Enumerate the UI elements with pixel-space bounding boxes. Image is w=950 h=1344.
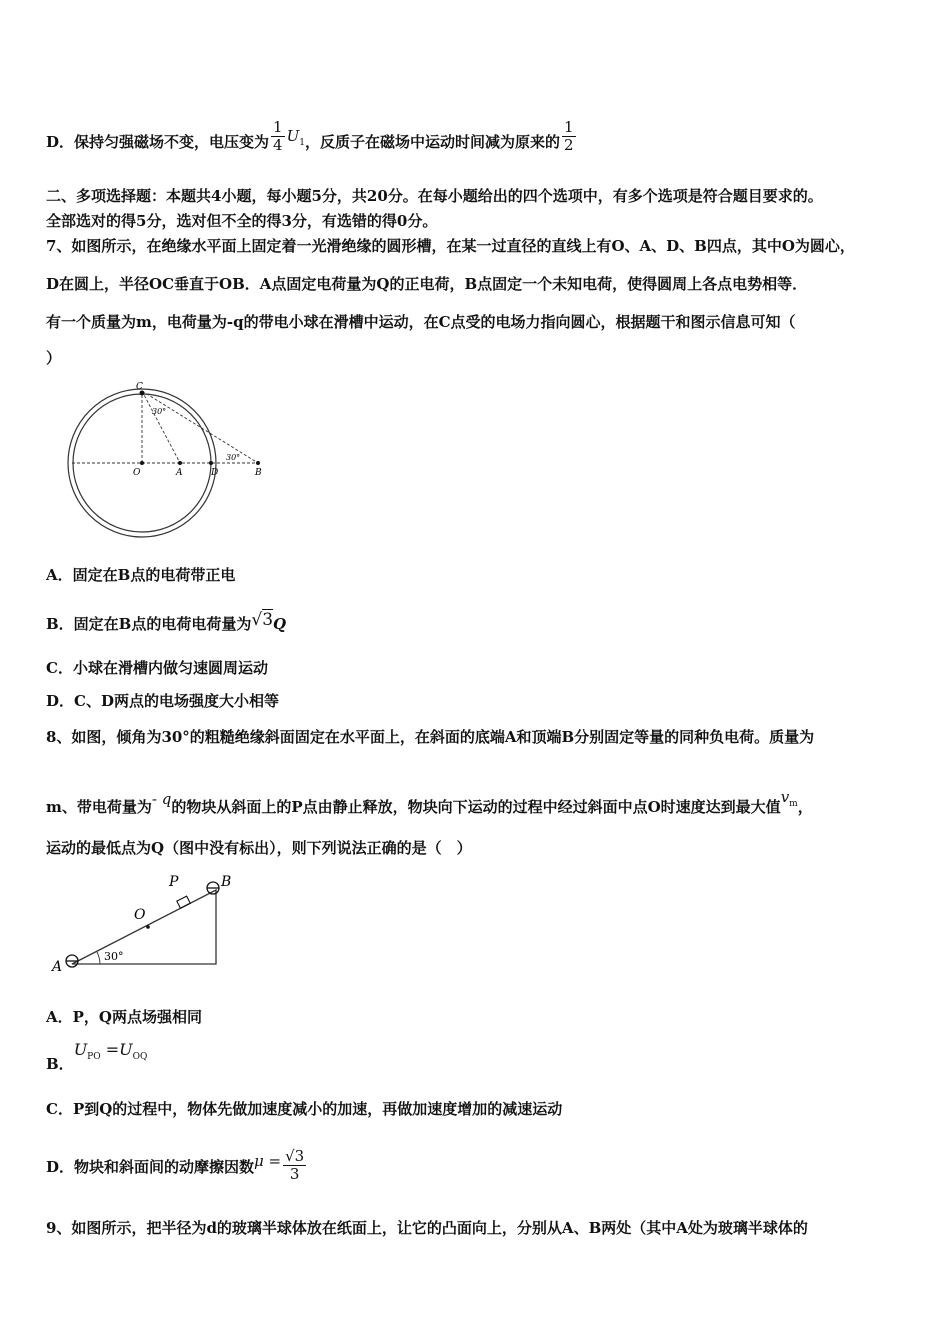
- q7-option-a: A．固定在B点的电荷带正电: [46, 566, 236, 584]
- q7-option-b-prefix: B．固定在B点的电荷电荷量为: [46, 615, 252, 633]
- q8-option-a: A．P，Q两点场强相同: [46, 1008, 202, 1026]
- label-a: A: [176, 468, 183, 478]
- q8-option-d: [46, 1136, 308, 1186]
- label-p: P: [169, 874, 179, 890]
- fraction-denominator: 2: [563, 135, 574, 154]
- block-p: [177, 896, 190, 908]
- sqrt-symbol: √3: [251, 610, 274, 630]
- q7-option-c: C．小球在滑槽内做匀速圆周运动: [46, 659, 268, 677]
- q6-option-d-mid: ，反质子在磁场中运动时间减为原来的: [304, 133, 560, 151]
- fraction-sqrt3-over-3: [283, 1148, 306, 1183]
- charge-symbol: - q: [151, 790, 172, 808]
- fraction-denominator: 4: [273, 135, 283, 154]
- comma: ，: [797, 798, 813, 816]
- fraction-numerator: 1: [563, 117, 574, 136]
- angle-label-b: 30°: [226, 453, 241, 462]
- point-d: [209, 461, 213, 465]
- q8-stem-line1: 8、如图，倾角为30°的粗糙绝缘斜面固定在水平面上，在斜面的底端A和顶端B分别固定等量的同种负电荷。质量为: [46, 728, 815, 746]
- section2-line1: 二、多项选择题：本题共4小题，每小题5分，共20分。在每小题给出的四个选项中，有多个选项是符合题目要求的。: [46, 187, 823, 205]
- label-b: B: [221, 874, 232, 890]
- q8-stem-line2-mid: 的物块从斜面上的P点由静止释放，物块向下运动的过程中经过斜面中点O时速度达到最大值: [171, 798, 781, 816]
- fraction-numerator: 1: [273, 117, 283, 136]
- label-o: O: [133, 468, 141, 478]
- q8-option-c: C．P到Q的过程中，物体先做加速度减小的加速，再做加速度增加的减速运动: [46, 1100, 563, 1118]
- q7-stem-line3: 有一个质量为m，电荷量为-q的带电小球在滑槽中运动，在C点受的电场力指向圆心，根据题干和图示信息可知（: [46, 313, 796, 331]
- q9-stem-line1: 9、如图所示，把半径为d的玻璃半球体放在纸面上，让它的凸面向上，分别从A、B两处（其中A处为玻璃半球体的: [46, 1219, 808, 1237]
- angle-label-c: 30°: [152, 407, 167, 416]
- q8-stem-line2-prefix: m、带电荷量为: [46, 798, 152, 816]
- line-cb: [142, 391, 258, 463]
- voltage-symbol: $U_1$: [286, 127, 305, 148]
- label-c: C: [136, 382, 143, 392]
- point-a: [178, 461, 182, 465]
- q8-stem-line2: [46, 780, 813, 814]
- label-a: A: [52, 959, 63, 975]
- q8-option-d-prefix: D．物块和斜面间的动摩擦因数: [46, 1158, 255, 1176]
- q8-option-b-label: B．: [46, 1055, 74, 1073]
- q7-stem-line4: ）: [46, 349, 62, 367]
- mu-symbol: μ =: [254, 1152, 282, 1170]
- fraction-one-fourth: [271, 119, 285, 154]
- point-o: [140, 461, 144, 465]
- q7-circle-figure: [60, 378, 280, 538]
- section2-line2: 全部选对的得5分，选对但不全的得3分，有选错的得0分。: [46, 212, 438, 230]
- point-b: [256, 461, 260, 465]
- label-d: D: [211, 468, 219, 478]
- point-o: [146, 925, 150, 929]
- q6-option-d-prefix: D．保持匀强磁场不变，电压变为: [46, 133, 270, 151]
- max-velocity-symbol: $v_m$: [780, 788, 798, 809]
- label-b: B: [255, 468, 262, 478]
- q7-option-b: [46, 606, 286, 634]
- q7-option-d: D．C、D两点的电场强度大小相等: [46, 692, 279, 710]
- angle-arc: [97, 952, 100, 964]
- q8-incline-figure: [48, 868, 238, 978]
- q7-option-b-suffix: Q: [273, 615, 287, 633]
- q6-option-d: [46, 116, 578, 156]
- q8-stem-line3: 运动的最低点为Q（图中没有标出），则下列说法正确的是（ ）: [46, 839, 472, 857]
- fraction-one-half: [562, 119, 576, 154]
- q7-stem-line1: 7、如图所示，在绝缘水平面上固定着一光滑绝缘的圆形槽，在某一过直径的直线上有O、A、D、B四点，其中O为圆心，: [46, 237, 855, 255]
- angle-label: 30°: [104, 950, 124, 963]
- q7-stem-line2: D在圆上，半径OC垂直于OB．A点固定电荷量为Q的正电荷，B点固定一个未知电荷，使得圆周上各点电势相等．: [46, 275, 808, 293]
- label-o: O: [134, 907, 146, 923]
- fraction-denominator: 3: [289, 1164, 300, 1183]
- incline-triangle: [72, 890, 216, 964]
- q8-option-b: [46, 1040, 147, 1074]
- potential-formula: $U_{PO} =U_{OQ}$: [73, 1040, 148, 1063]
- fraction-numerator: √3: [285, 1146, 305, 1165]
